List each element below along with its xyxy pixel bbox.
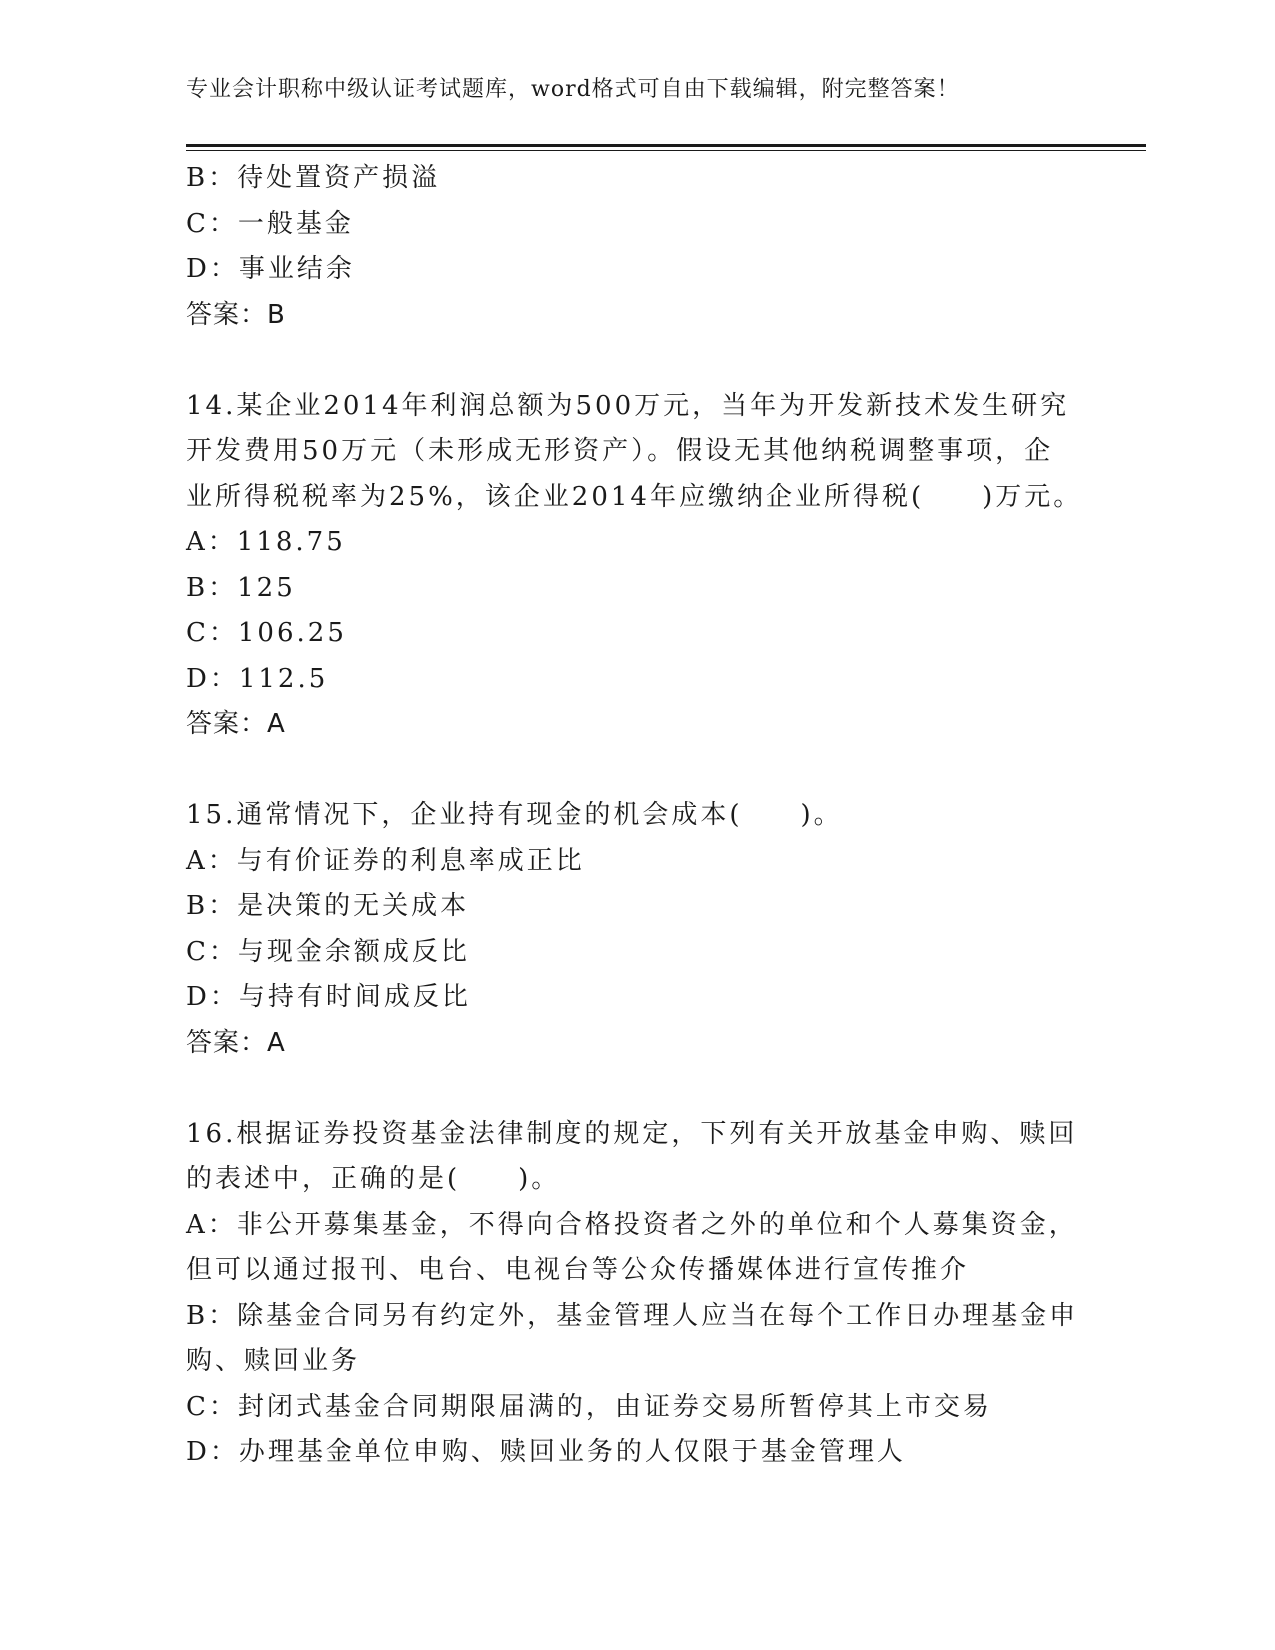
document-header: 专业会计职称中级认证考试题库，word格式可自由下载编辑，附完整答案！ (186, 77, 960, 102)
question-13-tail (186, 156, 1086, 338)
question-14 (186, 384, 1086, 748)
header-rule-thin (186, 150, 1146, 151)
question-spacer (186, 338, 1086, 384)
option-d: D：事业结余 (186, 254, 355, 284)
question-16 (186, 1112, 1086, 1476)
answer-line: 答案：A (186, 1027, 286, 1058)
option-d: D：与持有时间成反比 (186, 982, 471, 1012)
option-a: A：与有价证券的利息率成正比 (186, 845, 585, 876)
question-stem-line: 14.某企业2014年利润总额为500万元，当年为开发新技术发生研究 (186, 390, 1070, 421)
question-stem-line: 开发费用50万元（未形成无形资产）。假设无其他纳税调整事项，企 (186, 436, 1054, 466)
question-stem-line: 16.根据证券投资基金法律制度的规定，下列有关开放基金申购、赎回 (186, 1118, 1078, 1149)
header-rule-thick (186, 144, 1146, 147)
option-b: B：待处置资产损溢 (186, 163, 441, 193)
option-a: A：118.75 (186, 527, 346, 557)
option-b-continued: 购、赎回业务 (186, 1346, 361, 1376)
option-a-continued: 但可以通过报刊、电台、电视台等公众传播媒体进行宣传推介 (186, 1255, 970, 1285)
option-b: B：除基金合同另有约定外，基金管理人应当在每个工作日办理基金申 (186, 1300, 1079, 1331)
option-c: C：与现金余额成反比 (186, 936, 470, 967)
question-stem-line: 的表述中，正确的是( )。 (186, 1164, 561, 1194)
option-b: B：125 (186, 572, 296, 603)
option-c: C：一般基金 (186, 208, 354, 239)
question-stem-line: 业所得税税率为25%，该企业2014年应缴纳企业所得税( )万元。 (186, 481, 1083, 512)
question-spacer (186, 748, 1086, 794)
option-d: D：112.5 (186, 663, 329, 694)
answer-line: 答案：A (186, 709, 286, 739)
answer-line: 答案：B (186, 299, 286, 330)
question-15 (186, 793, 1086, 1066)
option-d: D：办理基金单位申购、赎回业务的人仅限于基金管理人 (186, 1437, 906, 1467)
option-c: C：封闭式基金合同期限届满的，由证券交易所暂停其上市交易 (186, 1391, 992, 1422)
question-stem-line: 15.通常情况下，企业持有现金的机会成本( )。 (186, 800, 843, 830)
option-a: A：非公开募集基金，不得向合格投资者之外的单位和个人募集资金， (186, 1209, 1078, 1240)
question-content (186, 156, 1086, 1476)
option-c: C：106.25 (186, 618, 347, 648)
question-spacer (186, 1066, 1086, 1112)
option-b: B：是决策的无关成本 (186, 891, 470, 921)
